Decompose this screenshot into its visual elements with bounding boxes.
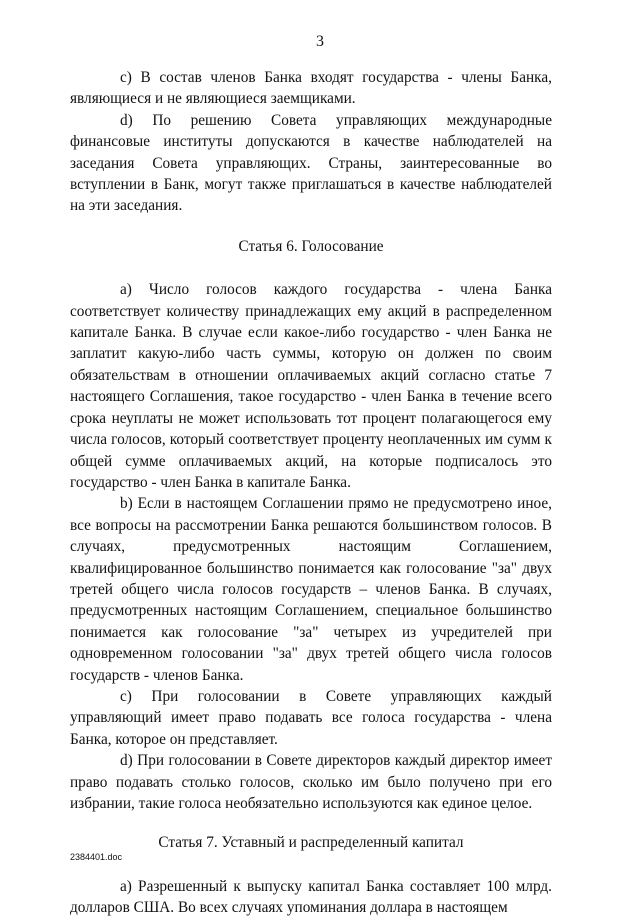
article-6-paragraph-b: b) Если в настоящем Соглашении прямо не предусмотрено иное, все вопросы на рассмотрении Банка решаются большинством голосов. В случаях, предусмотренных настоящим Соглашением, квалифицированное большинство понимается как голосование "за" двух третей общего числа голосов государств – членов Банка. В случаях, предусмотренных настоящим Соглашением, специальное большинство понимается как голосование "за" четырех из учредителей при одновременном голосовании "за" двух третей общего числа голосов государств - членов Банка. bbox=[70, 495, 552, 684]
file-name-footer: 2384401.doc bbox=[70, 852, 123, 862]
article-6-paragraph-a: а) Число голосов каждого государства - члена Банка соответствует количеству принадлежащих ему акций в распределенном капитале Банка. В случае если какое-либо государство - член Банка не заплатит какую-либо часть суммы, которую он должен по своим обязательствам в отношении оплачиваемых акций согласно статье 7 настоящего Соглашения, такое государство - член Банка в течение всего срока неуплаты не может использовать тот процент полагающегося ему числа голосов, который соответствует проценту неоплаченных им сумм к общей сумме оплачиваемых акций, на которые подписалось это государство - член Банка в капитале Банка. bbox=[70, 281, 552, 491]
article-7-heading: Статья 7. Уставный и распределенный капитал bbox=[158, 834, 464, 852]
paragraph-c-membership: c) В состав членов Банка входят государства - члены Банка, являющиеся и не являющиеся заемщиками. bbox=[70, 69, 552, 108]
article-7-paragraph-a: а) Разрешенный к выпуску капитал Банка составляет 100 млрд. долларов США. Во всех случаях упоминания доллара в настоящем bbox=[70, 877, 552, 917]
paragraph-d-observers: d) По решению Совета управляющих международные финансовые институты допускаются в качестве наблюдателей на заседания Совета управляющих. Страны, заинтересованные во вступлении в Банк, могут также приглашаться в качестве наблюдателей на эти заседания. bbox=[70, 111, 552, 215]
article-6-paragraph-c: c) При голосовании в Совете управляющих каждый управляющий имеет право подавать все голоса государства - члена Банка, которое он представляет. bbox=[70, 687, 552, 748]
article-6-paragraph-d: d) При голосовании в Совете директоров каждый директор имеет право подавать столько голосов, сколько им было получено при его избрании, такие голоса необязательно используются как единое целое. bbox=[70, 752, 552, 812]
page-number: 3 bbox=[316, 33, 324, 50]
document-body bbox=[70, 67, 552, 919]
article-6-heading: Статья 6. Голосование bbox=[238, 237, 384, 255]
